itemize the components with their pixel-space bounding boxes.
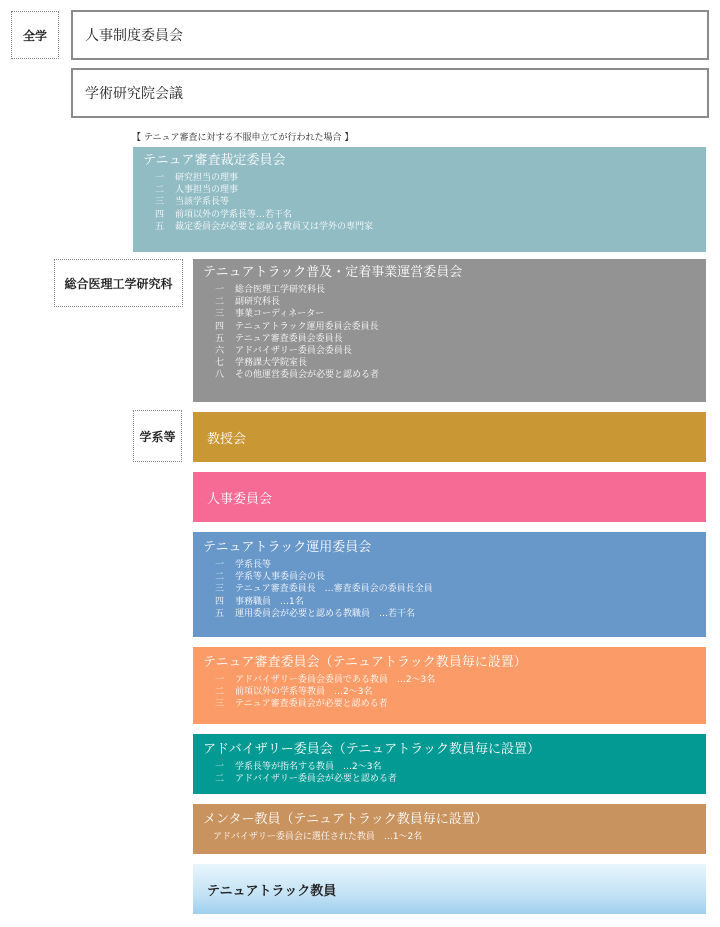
tenure-track-faculty-title: テニュアトラック教員 [207,883,337,899]
appeal-note: 【 テニュア審査に対する不服申立てが行われた場合 】 [132,133,354,143]
member-item: 二 人事担当の理事 [155,185,239,196]
operation-committee-panel [193,532,706,637]
member-item: 三 テニュア審査委員会が必要と認める者 [215,699,388,710]
member-item: 三 当該学系長等 [155,197,230,208]
advisory-committee-members [203,761,696,785]
member-item: 八 その他運営委員会が必要と認める者 [215,370,380,381]
mentor-members [203,831,696,843]
appeal-committee-members [143,172,696,233]
member-item: 三 テニュア審査委員長 …審査委員会の委員長全員 [215,584,433,595]
personnel-system-committee-title: 人事制度委員会 [85,28,183,44]
label-department: 学系等 [133,410,182,462]
personnel-committee-title: 人事委員会 [207,491,273,507]
appeal-committee-panel [133,147,706,252]
member-item: 七 学務課大学院室長 [215,358,308,369]
member-item: 四 前項以外の学系長等…若干名 [155,209,293,220]
mentor-title: メンター教員（テニュアトラック教員毎に設置） [203,812,488,827]
member-item: 五 テニュア審査委員会委員長 [215,333,343,344]
mentor-panel [193,804,706,854]
member-item: アドバイザリー委員会に選任された教員 …1～2名 [213,832,423,842]
operation-committee-members [203,559,696,620]
appeal-committee-title: テニュア審査裁定委員会 [143,153,286,168]
member-item: 一 研究担当の理事 [155,173,239,183]
promotion-committee-members [203,284,696,382]
promotion-committee-title: テニュアトラック普及・定着事業運営委員会 [203,265,463,280]
academic-research-council-title: 学術研究院会議 [85,86,183,102]
faculty-council-title: 教授会 [207,431,247,447]
member-item: 一 学系長等が指名する教員 …2～3名 [215,762,382,772]
member-item: 二 学系等人事委員会の長 [215,572,326,583]
promotion-committee-panel [193,259,706,402]
member-item: 五 裁定委員会が必要と認める教員又は学外の専門家 [155,221,374,232]
operation-committee-title: テニュアトラック運用委員会 [203,540,372,555]
personnel-committee-panel [193,472,706,522]
tenure-track-faculty-panel [193,864,706,914]
member-item: 四 テニュアトラック運用委員会委員長 [215,321,379,332]
member-item: 一 総合医理工学研究科長 [215,285,326,295]
faculty-council-panel [193,412,706,462]
review-committee-panel [193,647,706,724]
advisory-committee-title: アドバイザリー委員会（テニュアトラック教員毎に設置） [203,742,540,757]
academic-research-council-box [71,68,709,118]
member-item: 四 事務職員 …1名 [215,596,304,607]
review-committee-title: テニュア審査委員会（テニュアトラック教員毎に設置） [203,655,527,670]
personnel-system-committee-box [71,10,709,60]
member-item: 二 副研究科長 [215,297,281,308]
label-graduate-school: 総合医理工学研究科 [54,259,183,307]
member-item: 一 アドバイザリー委員会委員である教員 …2～3名 [215,675,436,685]
member-item: 二 アドバイザリー委員会が必要と認める者 [215,774,397,785]
member-item: 五 運用委員会が必要と認める教職員 …若干名 [215,608,416,619]
review-committee-members [203,674,696,711]
advisory-committee-panel [193,734,706,794]
label-university: 全学 [11,11,59,59]
member-item: 二 前項以外の学系等教員 …2～3名 [215,687,373,698]
member-item: 三 事業コーディネーター [215,309,325,320]
member-item: 一 学系長等 [215,560,272,570]
member-item: 六 アドバイザリー委員会委員長 [215,346,352,357]
